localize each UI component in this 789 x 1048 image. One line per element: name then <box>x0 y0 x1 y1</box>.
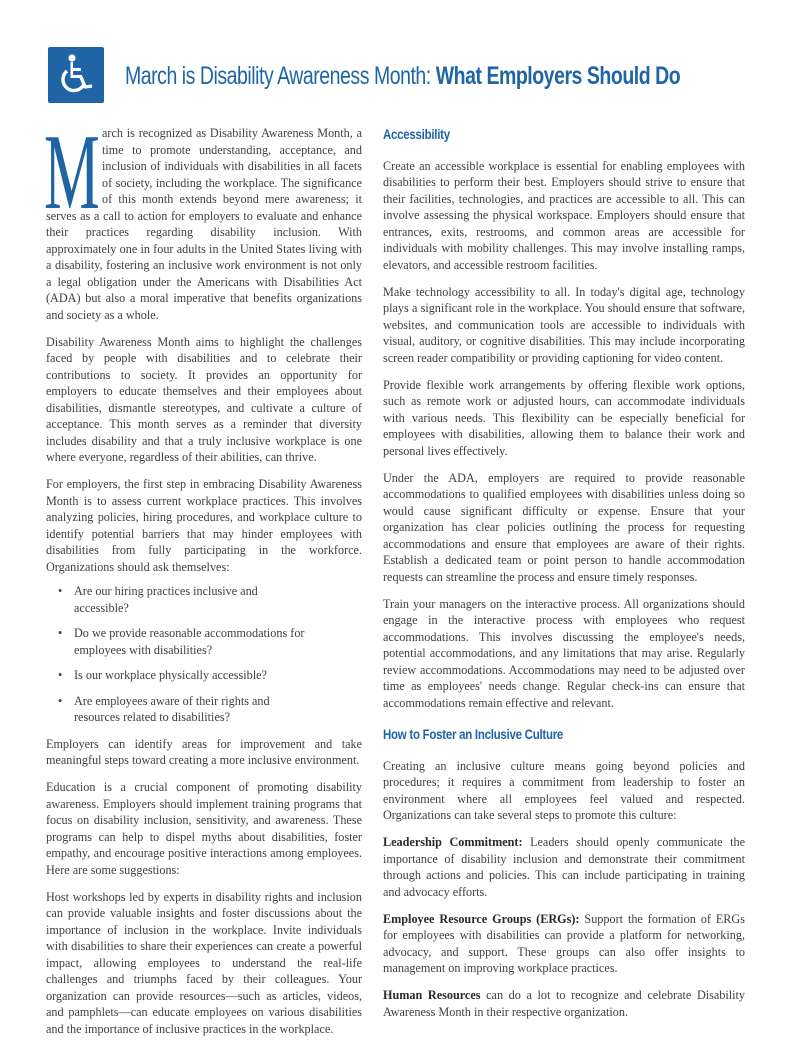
list-item: • Are employees aware of their rights and resources related to disabilities? <box>58 693 362 726</box>
hr-paragraph: Human Resources can do a lot to recognize and celebrate Disability Awareness Month in their respective organization. <box>383 988 746 1019</box>
drop-cap: M <box>44 113 100 232</box>
wheelchair-accessibility-icon <box>48 47 104 103</box>
improvement-paragraph: Employers can identify areas for improvement and take meaningful steps toward creating a more inclusive environment. <box>46 736 362 767</box>
assessment-paragraph: For employers, the first step in embracing Disability Awareness Month is to assess current workplace practices. This involves analyzing policies, hiring procedures, and workplace culture to identify potential barriers that may hinder employees with disabilities from fully participating in the workforce. Organizations should ask themselves: <box>46 477 362 574</box>
section-heading-inclusive-culture: How to Foster an Inclusive Culture <box>383 727 564 742</box>
flexible-work-paragraph: Provide flexible work arrangements by offering flexible work options, such as remote work or adjusted hours, can accommodate individuals with various needs. This flexibility can be especially beneficial for employees with disabilities, allowing them to balance their work and personal lives effectively. <box>383 377 745 458</box>
leadership-paragraph: Leadership Commitment: Leaders should openly communicate the importance of disability inclusion and demonstrate their commitment through actions and policies. This can include participating in training and advocacy efforts. <box>383 835 745 899</box>
list-item: • Do we provide reasonable accommodations for employees with disabilities? <box>58 625 362 658</box>
erg-paragraph: Employee Resource Groups (ERGs): Support the formation of ERGs for employees with disabilities can provide a platform for networking, advocacy, and support. These groups can also offer insights to management on improving workplace practices. <box>383 911 745 975</box>
education-paragraph: Education is a crucial component of promoting disability awareness. Employers should implement training programs that focus on disability inclusion, sensitivity, and awareness. These programs can help to dispel myths about disabilities, foster empathy, and encourage positive interactions among employees. Here are some suggestions: <box>46 780 362 877</box>
training-paragraph: Train your managers on the interactive process. All organizations should engage in the interactive process with employees who request accommodations. This involves discussing the employee's needs, potential accommodations, and any limitations that may arise. Regularly review accommodations. Accommodations may need to be adjusted over time as employees' needs change. Regular check-ins can ensure that accommodations remain effective and relevant. <box>383 596 745 710</box>
left-column <box>44 113 362 1048</box>
workshops-paragraph: Host workshops led by experts in disability rights and inclusion can provide valuable insights and foster discussions about the importance of inclusion in the workplace. Invite individuals with disabilities to share their experiences can create a powerful impact, allowing employees to understand the real-life challenges and triumphs faced by their colleagues. Your organization can provide resources—such as articles, videos, and pamphlets—can educate employees on various disabilities and the importance of inclusive practices in the workplace. <box>46 889 362 1036</box>
section-heading-accessibility: Accessibility <box>383 127 450 142</box>
ada-paragraph: Under the ADA, employers are required to provide reasonable accommodations to qualified employees with disabilities unless doing so would cause significant difficulty or expense. Ensure that your organization has clear policies outlining the process for requesting accommodations and ensure that employees are aware of their rights. Establish a dedicated team or point person to handle accommodation requests can streamline the process and ensure timely responses. <box>383 470 745 584</box>
list-item: • Is our workplace physically accessible? <box>58 667 362 684</box>
page-title <box>125 62 680 91</box>
accessibility-paragraph: Create an accessible workplace is essential for enabling employees with disabilities to perform their best. Employers should strive to ensure that their facilities, technologies, and practices are accessible to all. This can involve assessing the physical workspace. Employers should ensure that entrances, exits, restrooms, and common areas are accessible for individuals with mobility challenges. This may involve installing ramps, elevators, and accessible restroom facilities. <box>383 158 745 272</box>
question-list <box>46 583 362 726</box>
technology-paragraph: Make technology accessibility to all. In today's digital age, technology plays a significant role in the workplace. You should ensure that software, websites, and communication tools are accessible to individuals with visual, auditory, or cognitive disabilities. This may include incorporating screen reader compatibility or providing captioning for video content. <box>383 284 745 365</box>
title-prefix: March is Disability Awareness Month: <box>125 62 436 90</box>
title-emphasis: What Employers Should Do <box>435 62 681 90</box>
awareness-paragraph: Disability Awareness Month aims to highlight the challenges faced by people with disabilities and to celebrate their contributions to society. It provides an opportunity for employers to educate themselves and their employees about disabilities, dismantle stereotypes, and cultivate a culture of acceptance. This month serves as a reminder that diversity includes disability and that a truly inclusive workplace is one where everyone, regardless of their abilities, can thrive. <box>46 334 362 464</box>
intro-paragraph: M arch is recognized as Disability Awareness Month, a time to promote understanding, acceptance, and inclusion of individuals with disabilities in all facets of society, including the workplace. The significance of this month extends beyond mere awareness; it serves as a call to action for employers to evaluate and enhance their practices regarding disability inclusion. With approximately one in four adults in the United States living with a disability, fostering an inclusive work environment is not only a legal obligation under the Americans with Disabilities Act (ADA) but also a moral imperative that benefits organizations and society as a whole. <box>44 113 362 322</box>
right-column <box>383 125 745 1031</box>
list-item: • Are our hiring practices inclusive and accessible? <box>58 583 362 616</box>
culture-intro-paragraph: Creating an inclusive culture means going beyond policies and procedures; it requires a commitment from leadership to foster an environment where all employees feel valued and respected. Organizations can take several steps to promote this culture: <box>383 758 745 822</box>
